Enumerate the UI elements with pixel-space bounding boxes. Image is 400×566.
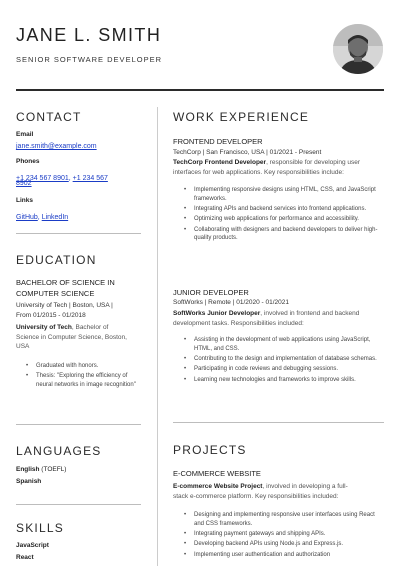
list-item: • Integrating payment gateways and shipping APIs. — [184, 530, 384, 539]
job-desc-rest: , responsible for developing user — [266, 159, 361, 166]
degree-title — [16, 278, 141, 299]
list-item: • Implementing user authentication and authorization — [184, 551, 384, 560]
contact-divider — [16, 233, 141, 234]
education-desc-rest: , Bachelor of — [71, 324, 109, 331]
job-bullets — [184, 336, 384, 386]
education-desc-line-3: USA — [16, 343, 30, 350]
project-description — [173, 482, 385, 501]
list-item: • Thesis: "Exploring the efficiency of neural networks in image recognition" — [26, 372, 144, 389]
job-meta: SoftWorks | Remote | 01/2020 - 01/2021 — [173, 299, 289, 306]
phone-link-2[interactable]: +1 234 567 — [72, 175, 108, 182]
job-desc-line-2: development tasks. Responsibilities included: — [173, 319, 304, 327]
column-divider — [157, 107, 158, 566]
github-link[interactable]: GitHub — [16, 214, 38, 221]
language-name: English — [16, 466, 40, 473]
contact-heading: CONTACT — [16, 110, 82, 124]
education-bullets — [26, 362, 144, 391]
job-description — [173, 309, 385, 328]
job-description — [173, 158, 385, 177]
education-meta-line-2: From 01/2015 - 01/2018 — [16, 311, 86, 319]
project-desc-rest: , involved in developing a full- — [262, 483, 348, 490]
skills-heading: SKILLS — [16, 521, 64, 535]
degree-line-2: COMPUTER SCIENCE — [16, 288, 95, 298]
education-heading: EDUCATION — [16, 253, 97, 267]
resume-header — [0, 0, 400, 92]
skill-item: React — [16, 554, 34, 561]
list-item: • Implementing responsive designs using HTML, CSS, and JavaScript frameworks. — [184, 186, 384, 203]
job-bullets — [184, 186, 384, 245]
phones-label: Phones — [16, 158, 40, 165]
education-meta — [16, 301, 146, 320]
list-item: • Contributing to the design and implementation of database schemas. — [184, 355, 384, 364]
list-item: • Designing and implementing responsive user interfaces using React and CSS frameworks. — [184, 511, 384, 528]
education-description — [16, 323, 148, 352]
list-item: • Integrating APIs and backend services into frontend applications. — [184, 205, 384, 214]
language-item-spanish — [16, 478, 41, 485]
list-item: • Participating in code reviews and debugging sessions. — [184, 365, 384, 374]
project-desc-line-2: stack e-commerce platform. Key responsibilities included: — [173, 492, 339, 500]
list-item: • Learning new technologies and frameworks to improve skills. — [184, 376, 384, 385]
job-desc-rest: , involved in frontend and backend — [260, 310, 360, 317]
skill-item: JavaScript — [16, 542, 49, 549]
job-desc-line-2: interfaces for web applications. Key responsibilities include: — [173, 168, 344, 176]
links-label: Links — [16, 197, 33, 204]
job-title: JUNIOR DEVELOPER — [173, 288, 249, 297]
languages-divider — [16, 504, 141, 505]
work-experience-heading: WORK EXPERIENCE — [173, 110, 310, 124]
candidate-name: JANE L. SMITH — [16, 25, 162, 45]
job-meta: TechCorp | San Francisco, USA | 01/2021 - Present — [173, 149, 322, 156]
education-meta-line-1: University of Tech | Boston, USA | — [16, 302, 113, 309]
degree-line-1: BACHELOR OF SCIENCE IN — [16, 278, 115, 287]
linkedin-link[interactable]: LinkedIn — [41, 214, 69, 221]
job-desc-bold: SoftWorks Junior Developer — [173, 310, 261, 317]
list-item: • Assisting in the development of web applications using JavaScript, HTML, and CSS. — [184, 336, 384, 353]
job-desc-bold: TechCorp Frontend Developer — [173, 159, 267, 166]
education-desc-bold: University of Tech — [16, 324, 72, 331]
phone-link-1[interactable]: +1 234 567 8901 — [16, 175, 69, 182]
phone-list: +1 234 567 8901, +1 234 567 — [16, 175, 108, 182]
phone-link-2-cont[interactable]: 8902 — [16, 180, 32, 187]
language-level: (TOEFL) — [41, 466, 67, 473]
education-divider — [16, 424, 141, 425]
candidate-title: SENIOR SOFTWARE DEVELOPER — [16, 55, 162, 64]
list-item: • Collaborating with designers and backend developers to deliver high-quality products. — [184, 226, 384, 243]
education-desc-line-2: Science in Computer Science, Boston, — [16, 333, 127, 341]
project-bullets — [184, 511, 384, 561]
projects-heading: PROJECTS — [173, 443, 247, 457]
list-item: • Developing backend APIs using Node.js and Express.js. — [184, 540, 384, 549]
languages-heading: LANGUAGES — [16, 444, 102, 458]
list-item: • Graduated with honors. — [26, 362, 144, 371]
profile-photo — [333, 24, 383, 74]
header-divider — [16, 89, 384, 91]
language-item-english — [16, 466, 66, 473]
email-link[interactable]: jane.smith@example.com — [16, 143, 97, 150]
avatar — [333, 24, 383, 74]
project-desc-bold: E-commerce Website Project — [173, 483, 263, 490]
language-name: Spanish — [16, 478, 42, 485]
project-title: E-COMMERCE WEBSITE — [173, 469, 261, 478]
list-item: • Optimizing web applications for performance and accessibility. — [184, 215, 384, 224]
link-list: GitHub, LinkedIn — [16, 214, 69, 221]
job-title: FRONTEND DEVELOPER — [173, 137, 263, 146]
email-label: Email — [16, 131, 34, 138]
work-divider — [173, 422, 384, 423]
